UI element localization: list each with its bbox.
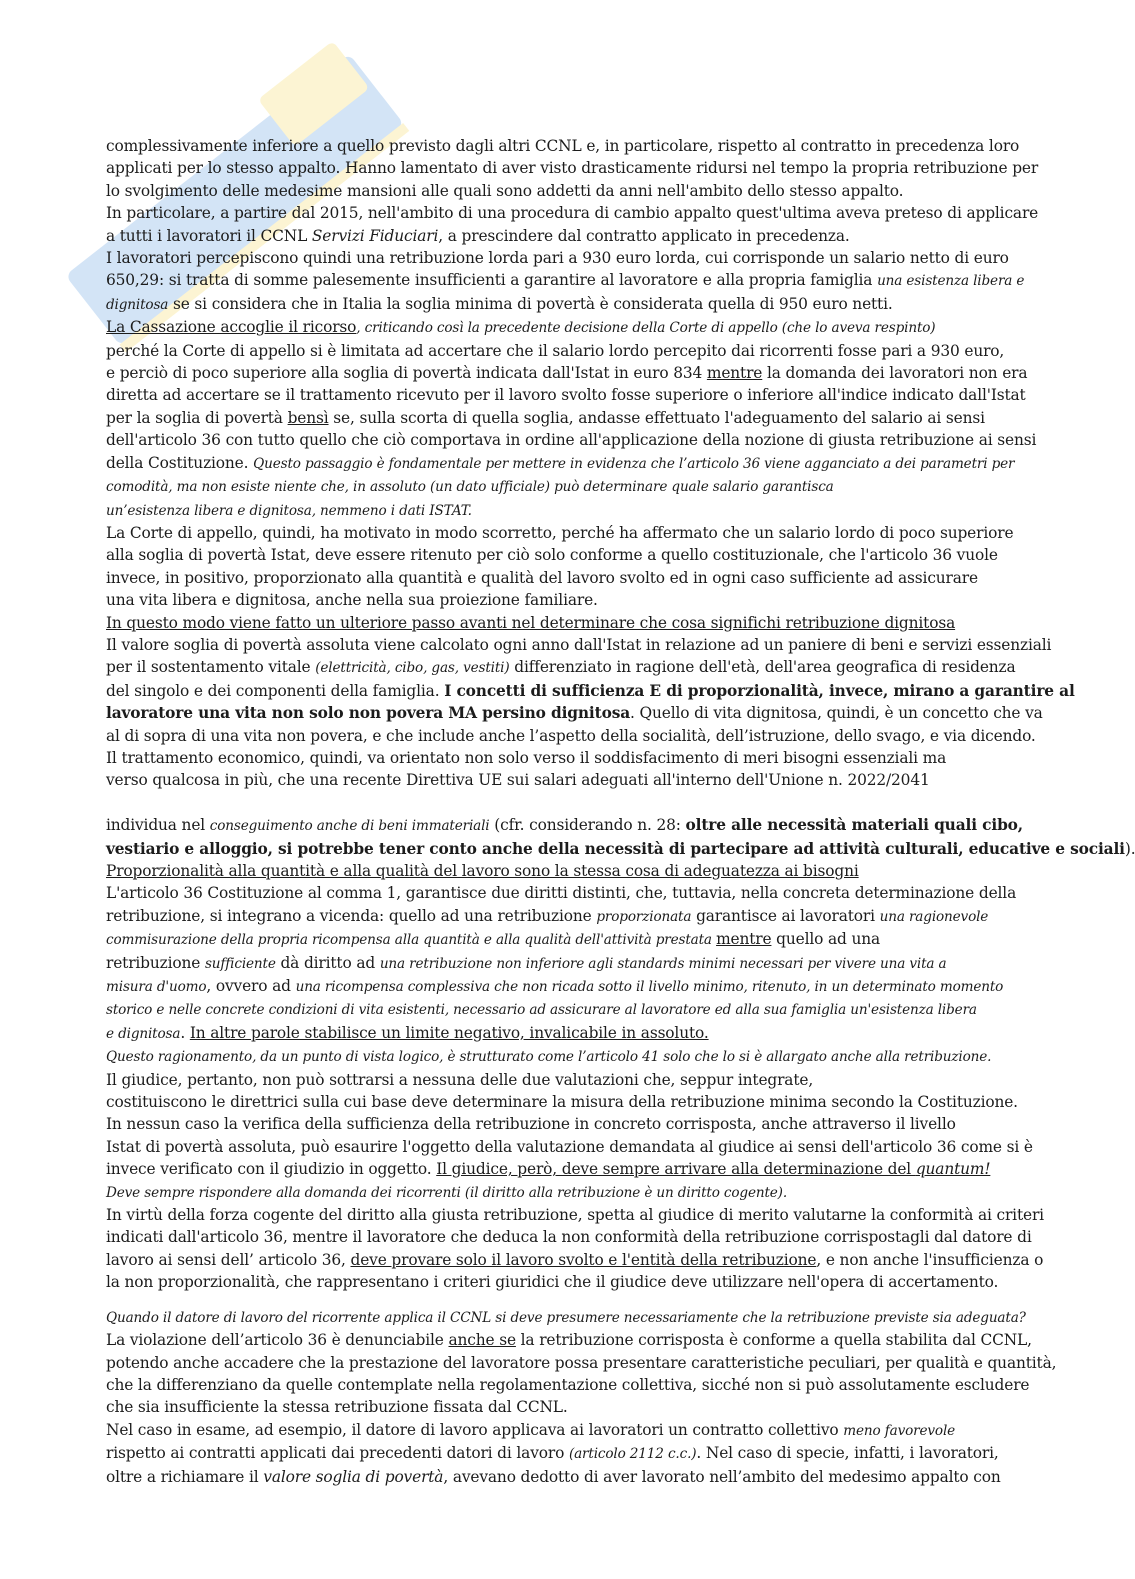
text-line: Deve sempre rispondere alla domanda dei ricorrenti (il diritto alla retribuzione è un diritto cogente).	[106, 1184, 788, 1201]
text-line: commisurazione della propria ricompensa alla quantità e alla qualità dell'attività prestata mentre quello ad una	[106, 930, 881, 949]
text-line: complessivamente inferiore a quello previsto dagli altri CCNL e, in particolare, rispetto al contratto in precedenza loro	[106, 137, 1020, 155]
text-line: diretta ad accertare se il trattamento ricevuto per il lavoro svolto fosse superiore o inferiore all'indice indicato dall'Istat	[106, 386, 1026, 405]
text-line: invece verificato con il giudizio in oggetto. Il giudice, però, deve sempre arrivare alla determinazione del quantum!	[106, 1160, 991, 1179]
text-line: individua nel conseguimento anche di beni immateriali (cfr. considerando n. 28: oltre alle necessità materiali quali cibo,	[106, 816, 1024, 835]
text-line: misura d'uomo, ovvero ad una ricompensa complessiva che non ricada sotto il livello minimo, ritenuto, in un determinato momento	[106, 977, 1004, 996]
text-line: oltre a richiamare il valore soglia di povertà, avevano dedotto di aver lavorato nell’ambito del medesimo appalto con	[106, 1467, 1001, 1486]
text-line: applicati per lo stesso appalto. Hanno lamentato di aver visto drasticamente ridursi nel tempo la propria retribuzione per	[106, 159, 1039, 178]
text-line: storico e nelle concrete condizioni di vita esistenti, necessario ad assicurare al lavoratore ed alla sua famiglia un'esistenza libera	[106, 1002, 977, 1019]
document-body	[106, 135, 1135, 1488]
text-line: lavoro ai sensi dell’ articolo 36, deve provare solo il lavoro svolto e l'entità della retribuzione, e non anche l'insufficienza o	[106, 1250, 1044, 1269]
text-line: una vita libera e dignitosa, anche nella sua proiezione familiare.	[106, 591, 598, 610]
text-line: e perciò di poco superiore alla soglia di povertà indicata dall'Istat in euro 834 mentre la domanda dei lavoratori non era	[106, 364, 1028, 383]
text-line: comodità, ma non esiste niente che, in assoluto (un dato ufficiale) può determinare quale salario garantisca	[106, 479, 834, 496]
text-line: costituiscono le direttrici sulla cui base deve determinare la misura della retribuzione minima secondo la Costituzione.	[106, 1093, 1018, 1112]
text-line: Quando il datore di lavoro del ricorrente applica il CCNL si deve presumere necessariamente che la retribuzione previste sia adeguata?	[106, 1309, 1026, 1326]
text-line: lavoratore una vita non solo non povera MA persino dignitosa. Quello di vita dignitosa, quindi, è un concetto che va	[106, 704, 1043, 723]
text-line: della Costituzione. Questo passaggio è fondamentale per mettere in evidenza che l’articolo 36 viene agganciato a dei parametri per	[106, 453, 1015, 472]
text-line: che sia insufficiente la stessa retribuzione fissata dal CCNL.	[106, 1398, 568, 1417]
text-line: In virtù della forza cogente del diritto alla giusta retribuzione, spetta al giudice di merito valutarne la conformità ai criteri	[106, 1206, 1044, 1225]
text-line: per il sostentamento vitale (elettricità, cibo, gas, vestiti) differenziato in ragione dell'età, dell'area geografica di residenza	[106, 658, 1016, 677]
text-line: dell'articolo 36 con tutto quello che ciò comportava in ordine all'applicazione della nozione di giusta retribuzione ai sensi	[106, 431, 1037, 450]
text-line: vestiario e alloggio, si potrebbe tener conto anche della necessità di partecipare ad attività culturali, educative e sociali).	[106, 839, 1135, 858]
text-line: Questo ragionamento, da un punto di vista logico, è strutturato come l’articolo 41 solo che lo si è allargato anche alla retribuzione.	[106, 1049, 992, 1066]
text-line: verso qualcosa in più, che una recente Direttiva UE sui salari adeguati all'interno dell'Unione n. 2022/2041	[106, 771, 930, 790]
text-line: La Cassazione accoglie il ricorso, criticando così la precedente decisione della Corte di appello (che lo aveva respinto)	[106, 318, 936, 337]
text-line: Il valore soglia di povertà assoluta viene calcolato ogni anno dall'Istat in relazione ad un paniere di beni e servizi essenziali	[106, 635, 1052, 654]
text-line: Il trattamento economico, quindi, va orientato non solo verso il soddisfacimento di meri bisogni essenziali ma	[106, 748, 947, 767]
text-line: al di sopra di una vita non povera, e che include anche l’aspetto della socialità, dell’istruzione, dello svago, e via dicendo.	[106, 726, 1036, 745]
text-line: e dignitosa. In altre parole stabilisce un limite negativo, invalicabile in assoluto.	[106, 1023, 709, 1042]
text-line: I lavoratori percepiscono quindi una retribuzione lorda pari a 930 euro lorda, cui corrisponde un salario netto di euro	[106, 249, 1009, 268]
text-line: retribuzione sufficiente dà diritto ad una retribuzione non inferiore agli standards minimi necessari per vivere una vita a	[106, 953, 947, 972]
text-line: potendo anche accadere che la prestazione del lavoratore possa presentare caratteristiche peculiari, per qualità e quantità,	[106, 1353, 1057, 1372]
text-line: alla soglia di povertà Istat, deve essere ritenuto per ciò solo conforme a quello costituzionale, che l'articolo 36 vuole	[106, 546, 998, 565]
text-line: La Corte di appello, quindi, ha motivato in modo scorretto, perché ha affermato che un salario lordo di poco superiore	[106, 523, 1014, 542]
section-heading: Proporzionalità alla quantità e alla qualità del lavoro sono la stessa cosa di adeguatezza ai bisogni	[106, 861, 859, 880]
text-line: In nessun caso la verifica della sufficienza della retribuzione in concreto corrisposta, anche attraverso il livello	[106, 1115, 956, 1134]
text-line: 650,29: si tratta di somme palesemente insufficienti a garantire al lavoratore e alla propria famiglia una esistenza libera e	[106, 271, 1025, 290]
text-line: del singolo e dei componenti della famiglia. I concetti di sufficienza E di proporzionalità, invece, mirano a garantire al	[106, 681, 1075, 700]
text-line: Istat di povertà assoluta, può esaurire l'oggetto della valutazione demandata al giudice ai sensi dell'articolo 36 come si è	[106, 1137, 1033, 1156]
text-line: perché la Corte di appello si è limitata ad accertare che il salario lordo percepito dai ricorrenti fosse pari a 930 euro,	[106, 341, 1005, 360]
text-line: dignitosa se si considera che in Italia la soglia minima di povertà è considerata quella di 950 euro netti.	[106, 294, 893, 313]
text-line: Il giudice, pertanto, non può sottrarsi a nessuna delle due valutazioni che, seppur integrate,	[106, 1070, 814, 1089]
text-line: che la differenziano da quelle contemplate nella regolamentazione collettiva, sicché non si può assolutamente escludere	[106, 1375, 1030, 1394]
text-line: In particolare, a partire dal 2015, nell'ambito di una procedura di cambio appalto quest'ultima aveva preteso di applicare	[106, 204, 1039, 223]
text-line: a tutti i lavoratori il CCNL Servizi Fiduciari, a prescindere dal contratto applicato in precedenza.	[106, 226, 850, 245]
text-line: per la soglia di povertà bensì se, sulla scorta di quella soglia, andasse effettuato l'adeguamento del salario ai sensi	[106, 408, 985, 427]
text-line: lo svolgimento delle medesime mansioni alle quali sono addetti da anni nell'ambito dello stesso appalto.	[106, 181, 904, 200]
text-line: invece, in positivo, proporzionato alla quantità e qualità del lavoro svolto ed in ogni caso sufficiente ad assicurare	[106, 568, 978, 587]
text-line: retribuzione, si integrano a vicenda: quello ad una retribuzione proporzionata garantisce ai lavoratori una ragionevole	[106, 906, 989, 925]
section-heading: In questo modo viene fatto un ulteriore passo avanti nel determinare che cosa significhi retribuzione dignitosa	[106, 613, 956, 632]
text-line	[106, 792, 1021, 814]
text-line: Nel caso in esame, ad esempio, il datore di lavoro applicava ai lavoratori un contratto collettivo meno favorevole	[106, 1420, 956, 1439]
text-line: L'articolo 36 Costituzione al comma 1, garantisce due diritti distinti, che, tuttavia, nella concreta determinazione della	[106, 884, 1017, 903]
text-line: rispetto ai contratti applicati dai precedenti datori di lavoro (articolo 2112 c.c.). Nel caso di specie, infatti, i lavoratori,	[106, 1444, 999, 1463]
text-line: La violazione dell’articolo 36 è denunciabile anche se la retribuzione corrisposta è conforme a quella stabilita dal CCNL,	[106, 1331, 1032, 1350]
text-line: la non proporzionalità, che rappresentano i criteri giuridici che il giudice deve utilizzare nell'opera di accertamento.	[106, 1273, 999, 1292]
text-line: indicati dall'articolo 36, mentre il lavoratore che deduca la non conformità della retribuzione corrispostagli dal datore di	[106, 1228, 1032, 1247]
text-line: un’esistenza libera e dignitosa, nemmeno i dati ISTAT.	[106, 502, 472, 519]
